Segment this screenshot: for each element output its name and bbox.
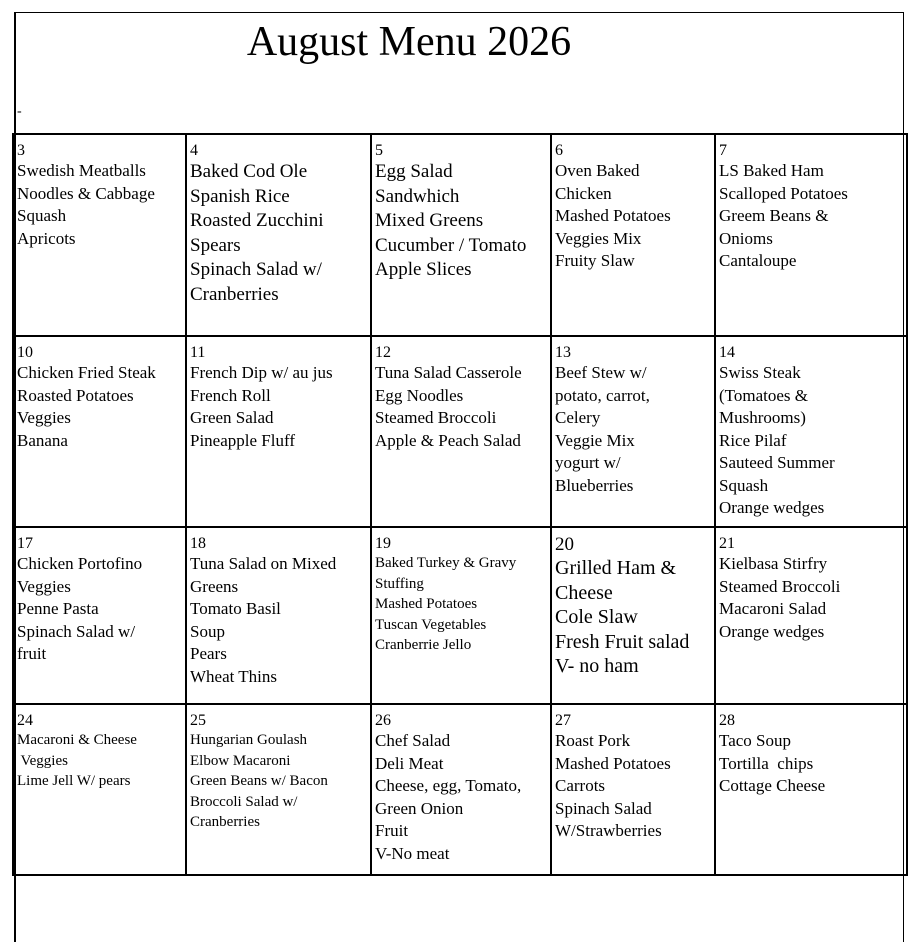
day-cell xyxy=(186,527,371,704)
menu-item: Steamed Broccoli xyxy=(719,576,841,596)
day-number: 5 xyxy=(375,142,383,159)
day-number: 4 xyxy=(190,142,198,159)
menu-item: Cranberrie Jello xyxy=(375,637,472,653)
menu-item: Cantaloupe xyxy=(719,251,797,270)
day-cell xyxy=(371,336,551,527)
menu-item: Tomato Basil xyxy=(190,599,281,618)
menu-item: Deli Meat xyxy=(375,753,444,773)
menu-item: Green Beans w/ Bacon xyxy=(190,773,328,789)
day-number: 27 xyxy=(555,712,571,729)
menu-item: Veggies xyxy=(17,576,71,596)
menu-item: potato, carrot, xyxy=(555,385,650,405)
menu-item: Cranberries xyxy=(190,814,260,830)
day-cell xyxy=(715,704,907,875)
menu-item: Wheat Thins xyxy=(190,666,278,686)
menu-item: Roasted Potatoes xyxy=(17,385,134,405)
menu-item: French Roll xyxy=(190,385,271,405)
menu-item: Apricots xyxy=(17,228,76,248)
week-row xyxy=(13,336,907,527)
menu-item: Oven Baked xyxy=(555,161,640,180)
menu-item: Veggie Mix xyxy=(555,430,635,450)
day-number: 21 xyxy=(719,535,735,552)
menu-item: Grilled Ham & xyxy=(555,557,677,579)
menu-item: Beef Stew w/ xyxy=(555,363,647,382)
day-cell xyxy=(13,336,186,527)
menu-item: Macaroni & Cheese xyxy=(17,732,137,748)
menu-item: Steamed Broccoli xyxy=(375,408,497,427)
day-number: 25 xyxy=(190,712,206,729)
day-number: 20 xyxy=(555,534,574,555)
menu-item: Veggies xyxy=(17,408,71,427)
menu-item: Banana xyxy=(17,430,68,450)
menu-item: Rice Pilaf xyxy=(719,430,787,450)
menu-item: Chicken xyxy=(555,183,612,203)
menu-item: Mashed Potatoes xyxy=(555,753,671,773)
menu-item: W/Strawberries xyxy=(555,821,662,840)
menu-item: Kielbasa Stirfry xyxy=(719,554,828,573)
menu-item: Spinach Salad w/ xyxy=(17,621,136,641)
menu-item: V- no ham xyxy=(555,655,639,677)
menu-item: Swiss Steak xyxy=(719,363,801,382)
week-row xyxy=(13,134,907,336)
menu-item: Orange wedges xyxy=(719,498,825,517)
day-cell xyxy=(13,704,186,875)
day-number: 26 xyxy=(375,712,391,729)
menu-item: Veggies Mix xyxy=(555,228,642,248)
menu-item: Onioms xyxy=(719,228,773,248)
menu-item: Macaroni Salad xyxy=(719,599,827,618)
menu-item: Noodles & Cabbage xyxy=(17,183,155,203)
menu-item: Apple Slices xyxy=(375,259,472,280)
day-cell xyxy=(551,336,715,527)
menu-item: Spinach Salad w/ xyxy=(190,259,322,280)
menu-item: Roasted Zucchini xyxy=(190,210,324,231)
day-cell xyxy=(715,527,907,704)
menu-item: Soup xyxy=(190,621,225,641)
menu-item: Roast Pork xyxy=(555,731,631,750)
day-number: 28 xyxy=(719,712,735,729)
menu-item: Elbow Macaroni xyxy=(190,752,291,769)
menu-calendar xyxy=(12,133,908,876)
menu-item: Chicken Fried Steak xyxy=(17,363,156,382)
menu-item: French Dip w/ au jus xyxy=(190,363,333,382)
day-cell xyxy=(371,704,551,875)
menu-item: Tuna Salad on Mixed xyxy=(190,554,337,573)
day-number: 17 xyxy=(17,535,33,552)
menu-item: Green Salad xyxy=(190,408,274,427)
day-cell xyxy=(551,527,715,704)
menu-item: Mashed Potatoes xyxy=(555,206,671,225)
menu-item: Sandwhich xyxy=(375,185,460,207)
menu-item: Veggies xyxy=(17,752,68,769)
menu-item: Squash xyxy=(719,475,769,495)
menu-item: Fruity Slaw xyxy=(555,251,635,270)
menu-item: Cheese xyxy=(555,581,613,604)
day-cell xyxy=(186,336,371,527)
week-row xyxy=(13,704,907,875)
menu-item: Tuna Salad Casserole xyxy=(375,363,522,382)
day-number: 6 xyxy=(555,142,563,159)
menu-item: Cranberries xyxy=(190,283,279,305)
menu-item: Spanish Rice xyxy=(190,185,290,207)
menu-item: Sauteed Summer xyxy=(719,453,835,472)
menu-item: Apple & Peach Salad xyxy=(375,430,521,450)
day-cell xyxy=(186,704,371,875)
menu-item: Fruit xyxy=(375,821,409,840)
menu-item: Egg Noodles xyxy=(375,385,464,405)
menu-item: Green Onion xyxy=(375,798,464,818)
day-number: 14 xyxy=(719,344,735,361)
day-cell xyxy=(371,527,551,704)
day-cell xyxy=(186,134,371,336)
day-cell xyxy=(551,704,715,875)
menu-item: Greem Beans & xyxy=(719,206,829,225)
menu-item: Pears xyxy=(190,644,227,663)
menu-item: Carrots xyxy=(555,776,606,795)
menu-item: Blueberries xyxy=(555,475,634,495)
menu-item: Tuscan Vegetables xyxy=(375,616,487,633)
menu-item: Penne Pasta xyxy=(17,599,99,618)
menu-item: Tortilla chips xyxy=(719,753,814,773)
menu-item: Pineapple Fluff xyxy=(190,430,295,450)
menu-item: Fresh Fruit salad xyxy=(555,630,690,653)
menu-item: yogurt w/ xyxy=(555,453,621,472)
day-cell xyxy=(13,527,186,704)
day-number: 24 xyxy=(17,712,33,729)
menu-item: Cottage Cheese xyxy=(719,776,826,795)
menu-item: Broccoli Salad w/ xyxy=(190,793,298,810)
menu-item: Scalloped Potatoes xyxy=(719,183,848,203)
menu-item: Orange wedges xyxy=(719,621,825,641)
menu-item: Baked Cod Ole xyxy=(190,161,308,182)
menu-item: Swedish Meatballs xyxy=(17,161,146,180)
day-cell xyxy=(715,336,907,527)
menu-item: Mixed Greens xyxy=(375,210,484,231)
day-cell xyxy=(715,134,907,336)
page-title: August Menu 2026 xyxy=(246,19,572,65)
stray-mark: - xyxy=(17,104,22,119)
day-cell xyxy=(13,134,186,336)
day-number: 18 xyxy=(190,535,206,552)
menu-item: Cucumber / Tomato xyxy=(375,234,527,256)
day-number: 19 xyxy=(375,535,391,552)
day-number: 10 xyxy=(17,344,33,361)
day-number: 12 xyxy=(375,344,391,361)
menu-item: Lime Jell W/ pears xyxy=(17,773,131,789)
menu-item: Cole Slaw xyxy=(555,606,638,628)
menu-item: Spears xyxy=(190,234,241,256)
day-number: 7 xyxy=(719,142,727,159)
menu-item: Spinach Salad xyxy=(555,798,652,818)
menu-item: fruit xyxy=(17,644,47,663)
day-cell xyxy=(551,134,715,336)
menu-item: LS Baked Ham xyxy=(719,161,824,180)
menu-item: (Tomatoes & xyxy=(719,385,808,405)
menu-item: Chicken Portofino xyxy=(17,554,143,573)
menu-item: Stuffing xyxy=(375,575,424,592)
week-row xyxy=(13,527,907,704)
menu-item: Hungarian Goulash xyxy=(190,732,308,748)
day-number: 11 xyxy=(190,344,206,361)
menu-item: Taco Soup xyxy=(719,731,791,750)
menu-item: Mushrooms) xyxy=(719,408,806,427)
menu-item: Baked Turkey & Gravy xyxy=(375,555,517,571)
menu-item: Cheese, egg, Tomato, xyxy=(375,776,522,795)
menu-item: Squash xyxy=(17,206,67,225)
menu-item: Egg Salad xyxy=(375,161,453,182)
day-number: 3 xyxy=(17,142,25,159)
menu-item: Greens xyxy=(190,576,239,596)
menu-item: Celery xyxy=(555,408,601,427)
menu-item: V-No meat xyxy=(375,843,450,863)
menu-item: Chef Salad xyxy=(375,731,451,750)
day-cell xyxy=(371,134,551,336)
menu-item: Mashed Potatoes xyxy=(375,596,478,612)
day-number: 13 xyxy=(555,344,571,361)
